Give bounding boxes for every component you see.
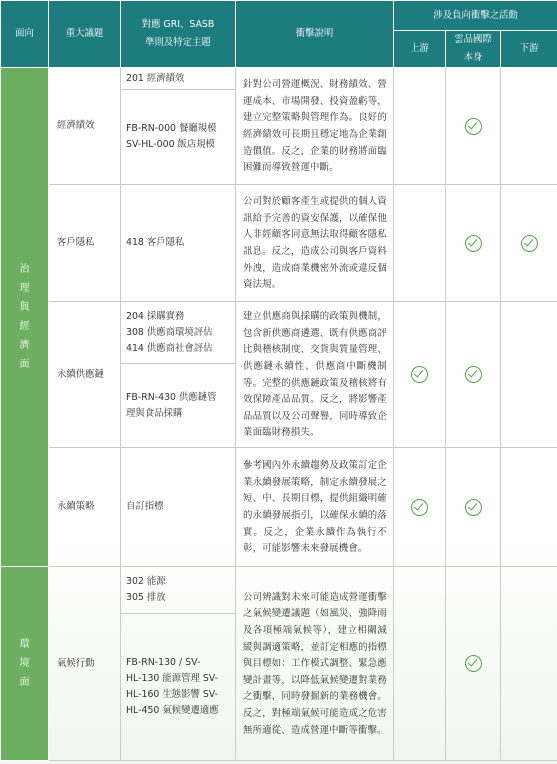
header-self-line2: 本身	[463, 52, 483, 63]
check-circle-icon	[465, 366, 482, 383]
topic-economic-performance: 經濟績效	[49, 68, 121, 185]
gri-supply-chain-a	[121, 302, 236, 364]
check-circle-icon	[411, 499, 428, 516]
gri-climate-a	[121, 567, 236, 614]
downstream-climate	[501, 567, 557, 761]
gri-economic-b	[121, 90, 236, 185]
self-supply-chain	[446, 302, 501, 448]
gri-line: HL-130 能源管理 SV-	[126, 673, 219, 684]
gri-line: 414 供應商社會評估	[126, 342, 213, 354]
check-circle-icon	[411, 366, 428, 383]
gri-line: 理與食品採購	[126, 407, 183, 419]
header-impact-group: 涉及負向衝擊之活動	[394, 1, 557, 31]
gri-line: 305 排放	[126, 592, 166, 603]
downstream-strategy	[501, 448, 557, 567]
upstream-privacy	[394, 185, 446, 302]
header-topic: 重大議題	[49, 1, 121, 68]
check-circle-icon	[521, 235, 538, 252]
upstream-supply-chain	[394, 302, 446, 448]
header-gri-sasb	[121, 1, 236, 68]
topic-sustainability-strategy: 永續策略	[49, 448, 121, 567]
desc-climate-action: 公司辨識對未來可能造成營運衝擊之氣候變遷議題（如風災、強降雨及各項極端氣候等），建立相關減緩與調適策略，並訂定相應的指標與目標如：工作模式調整、緊急應變計畫等，以降低氣候變遷對業務之衝擊，同時發掘新的業務機會。反之，對極端氣候可能造成之危害無所適從、造成營運中斷等衝擊。	[236, 567, 394, 761]
check-circle-icon	[465, 118, 482, 135]
topic-sustainable-supply-chain: 永續供應鏈	[49, 302, 121, 448]
header-description: 衝擊說明	[236, 1, 394, 68]
gri-economic-a	[121, 68, 236, 90]
gri-strategy	[121, 448, 236, 567]
desc-economic-performance: 針對公司營運概況、財務績效、營運成本、市場開發、投資盈虧等，建立完整策略與管理作為。良好的經濟績效可長期且穩定地為企業創造價值。反之，企業的財務將面臨困難而導致營運中斷。	[236, 68, 394, 185]
gri-line: 308 供應商環境評估	[126, 326, 213, 338]
category-governance-label: 治理與經濟面	[19, 264, 30, 370]
gri-supply-chain-b	[121, 364, 236, 448]
gri-line: 302 能源	[126, 576, 166, 587]
upstream-climate	[394, 567, 446, 761]
check-circle-icon	[465, 655, 482, 672]
gri-line: FB-RN-000 餐廳規模	[126, 123, 217, 134]
downstream-supply-chain	[501, 302, 557, 448]
self-strategy	[446, 448, 501, 567]
downstream-economic	[501, 68, 557, 185]
check-circle-icon	[465, 235, 482, 252]
self-privacy	[446, 185, 501, 302]
header-gri-line2: 準則及特定主題	[145, 37, 211, 48]
gri-line: 418 客戶隱私	[126, 237, 185, 248]
gri-line: HL-450 氣候變遷適應	[126, 705, 219, 716]
upstream-economic	[394, 68, 446, 185]
topic-climate-action: 氣候行動	[49, 567, 121, 761]
header-downstream: 下游	[501, 31, 557, 68]
desc-customer-privacy: 公司對於顧客產生或提供的個人資訊給予完善的資安保護，以確保他人非經顧客同意無法取得顧客隱私訊息。反之，造成公司與客戶資料外洩，造成商業機密外流或違反個資法規。	[236, 185, 394, 302]
category-governance	[1, 68, 49, 567]
gri-line: SV-HL-000 飯店規模	[126, 139, 216, 150]
gri-line: FB-RN-430 供應鏈管	[126, 391, 217, 403]
desc-strategy: 參考國內外永續趨勢及政策訂定企業永續發展策略，制定永續發展之短、中、長期目標，提供組織明確的永續發展指引，以確保永續的落實。反之，企業永續作為執行不彰，可能影響未來發展機會。	[236, 448, 394, 567]
gri-line: HL-160 生態影響 SV-	[126, 689, 219, 700]
category-environment-label: 環境面	[19, 639, 30, 688]
gri-customer-privacy	[121, 185, 236, 302]
self-climate	[446, 567, 501, 761]
category-environment	[1, 567, 49, 761]
gri-line: 204 採購實務	[126, 310, 185, 322]
gri-climate-b	[121, 614, 236, 761]
header-aspect: 面向	[1, 1, 49, 68]
topic-customer-privacy: 客戶隱私	[49, 185, 121, 302]
desc-supply-chain: 建立供應商與採購的政策與機制，包含新供應商遴選、既有供應商評比與稽核制度、交貨與質量管理、供應鏈永續性、供應商中斷機制等。完整的供應鏈政策及稽核將有效保障產品品質。反之，將影響產品品質以及公司聲譽，同時導致企業面臨財務損失。	[236, 302, 394, 448]
self-economic	[446, 68, 501, 185]
gri-line: 自訂指標	[126, 501, 164, 512]
check-circle-icon	[465, 499, 482, 516]
header-self	[446, 31, 501, 68]
downstream-privacy	[501, 185, 557, 302]
header-self-line1: 雲品國際	[454, 34, 492, 45]
gri-line: 201 經濟績效	[126, 72, 185, 84]
upstream-strategy	[394, 448, 446, 567]
gri-line: FB-RN-130 / SV-	[126, 657, 201, 668]
header-gri-line1: 對應 GRI、SASB	[141, 19, 215, 30]
header-upstream: 上游	[394, 31, 446, 68]
